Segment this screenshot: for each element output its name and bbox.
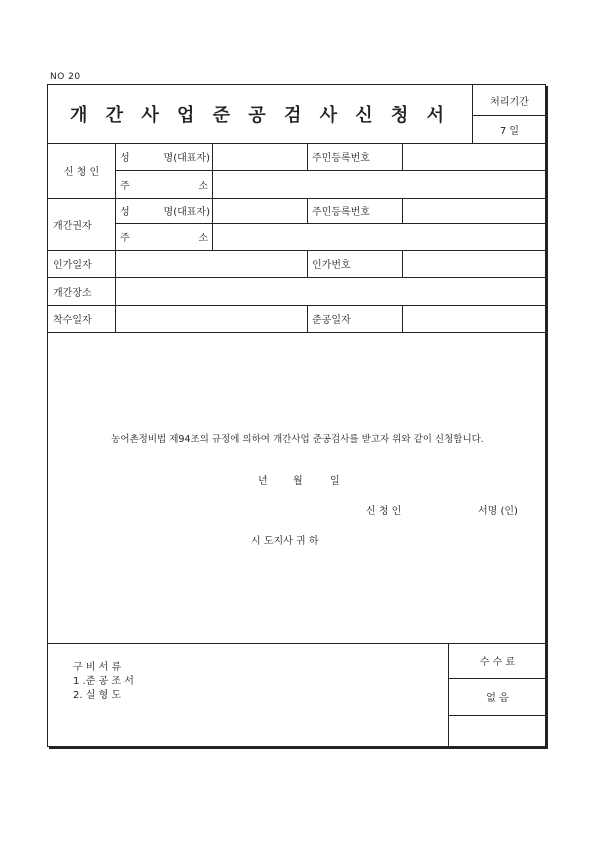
row-divider xyxy=(48,277,547,278)
addressee: 시 도지사 귀 하 xyxy=(251,535,319,547)
right-holder-address-field[interactable] xyxy=(213,223,547,250)
right-holder-name-label xyxy=(120,198,210,223)
row-divider xyxy=(48,143,547,144)
row-divider xyxy=(48,250,547,251)
documents-title: 구 비 서 류 xyxy=(73,661,122,673)
row-divider xyxy=(115,223,547,224)
applicant-name-label-a: 성 xyxy=(120,153,130,164)
processing-period-value: 7 일 xyxy=(499,125,520,137)
col-divider xyxy=(115,143,116,332)
applicant-address-label-b: 소 xyxy=(198,180,208,192)
applicant-name-label xyxy=(120,143,210,170)
permit-number-field[interactable] xyxy=(403,250,547,277)
application-statement: 농어촌정비법 제94조의 규정에 의하여 개간사업 준공검사를 받고자 위와 같이 신청합니다. xyxy=(111,434,484,445)
col-divider xyxy=(212,143,213,250)
applicant-address-label xyxy=(120,170,208,198)
signer-label: 신 청 인 xyxy=(366,505,402,517)
col-divider xyxy=(402,143,403,170)
row-divider xyxy=(472,115,547,116)
row-divider xyxy=(48,643,547,644)
location-field[interactable] xyxy=(116,277,547,305)
col-divider xyxy=(307,198,308,223)
col-divider xyxy=(402,198,403,223)
col-divider xyxy=(402,305,403,332)
right-holder-address-label-b: 소 xyxy=(198,233,208,244)
date-month: 월 xyxy=(293,475,303,487)
completion-date-label: 준공일자 xyxy=(312,315,351,326)
col-divider xyxy=(307,305,308,332)
col-divider xyxy=(402,250,403,277)
document-item-1: 1 .준 공 조 서 xyxy=(73,675,134,687)
document-item-2: 2. 실 형 도 xyxy=(73,689,122,701)
col-divider xyxy=(472,85,473,143)
right-holder-section-label: 개간권자 xyxy=(53,220,92,232)
right-holder-name-label-b: 명(대표자) xyxy=(163,207,210,218)
application-form xyxy=(47,84,546,747)
processing-period-label: 처리기간 xyxy=(490,96,529,108)
row-divider xyxy=(48,198,547,199)
right-holder-name-field[interactable] xyxy=(213,198,307,223)
row-divider xyxy=(448,715,547,716)
permit-date-label: 인가일자 xyxy=(53,260,92,271)
row-divider xyxy=(48,332,547,333)
row-divider xyxy=(448,678,547,679)
location-label: 개간장소 xyxy=(53,287,92,299)
applicant-address-label-a: 주 xyxy=(120,180,130,192)
right-holder-id-label: 주민등록번호 xyxy=(312,207,370,218)
date-year: 년 xyxy=(258,475,268,487)
col-divider xyxy=(307,143,308,170)
applicant-address-field[interactable] xyxy=(213,170,547,198)
fee-value: 없 음 xyxy=(486,693,509,704)
applicant-name-field[interactable] xyxy=(213,143,307,170)
fee-label: 수 수 료 xyxy=(479,657,516,668)
permit-number-label: 인가번호 xyxy=(312,260,351,271)
date-day: 일 xyxy=(330,475,340,487)
right-holder-address-label-a: 주 xyxy=(120,233,130,244)
permit-date-field[interactable] xyxy=(116,250,307,277)
form-title: 개 간 사 업 준 공 검 사 신 청 서 xyxy=(70,105,450,126)
form-number: NO 20 xyxy=(50,72,81,82)
right-holder-id-field[interactable] xyxy=(403,198,547,223)
completion-date-field[interactable] xyxy=(403,305,547,332)
applicant-name-label-b: 명(대표자) xyxy=(163,153,210,164)
row-divider xyxy=(115,170,547,171)
start-date-label: 착수일자 xyxy=(53,315,92,326)
col-divider xyxy=(448,643,449,748)
row-divider xyxy=(48,305,547,306)
right-holder-name-label-a: 성 xyxy=(120,207,130,218)
applicant-id-field[interactable] xyxy=(403,143,547,170)
applicant-section-label: 신 청 인 xyxy=(63,167,100,178)
right-holder-address-label xyxy=(120,223,208,250)
applicant-id-label: 주민등록번호 xyxy=(312,153,370,164)
start-date-field[interactable] xyxy=(116,305,307,332)
signature-field[interactable]: 서명 (인) xyxy=(478,505,518,517)
col-divider xyxy=(307,250,308,277)
